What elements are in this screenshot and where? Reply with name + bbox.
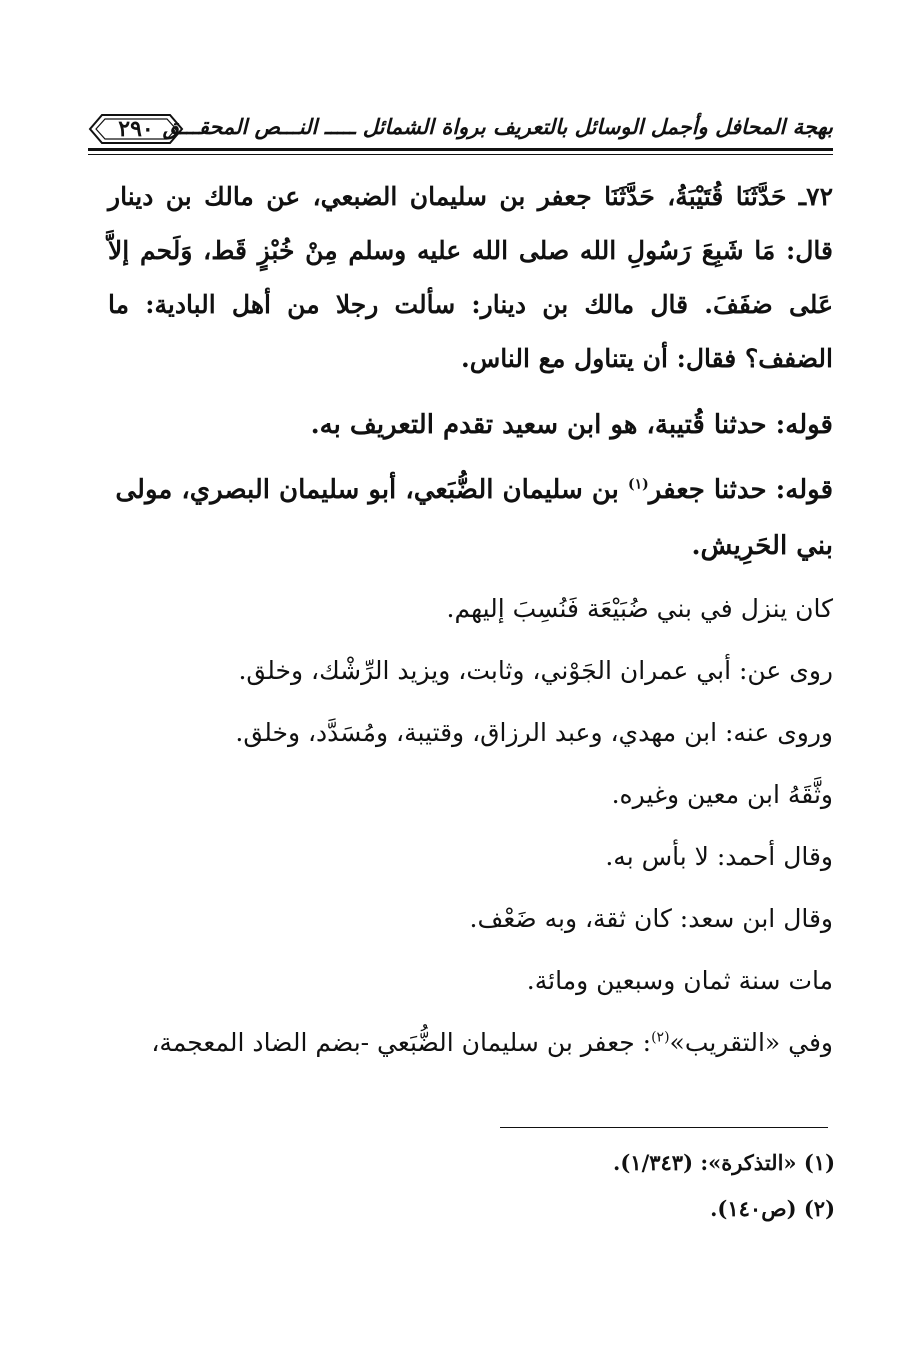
bio-line: روى عن: أبي عمران الجَوْني، وثابت، ويزيد الرِّشْك، وخلق.	[238, 656, 833, 685]
page-number: ٢٩٠	[118, 116, 154, 142]
footnotes	[480, 1140, 835, 1232]
header-rule	[88, 148, 833, 151]
footnote-separator	[500, 1127, 828, 1128]
page-number-badge	[88, 112, 184, 146]
bio-line: وثَّقَهُ ابن معين وغيره.	[611, 780, 833, 809]
header-rule-thin	[88, 154, 833, 155]
main-text	[108, 170, 833, 1074]
footnote-ref-2: (٢)	[651, 1029, 670, 1046]
footnote-1: (١) «التذكرة»: (١/٣٤٣).	[613, 1150, 835, 1175]
bio-line: وقال ابن سعد: كان ثقة، وبه ضَعْف.	[469, 904, 833, 933]
taqrib-line	[108, 1012, 833, 1074]
bio-line: مات سنة ثمان وسبعين ومائة.	[526, 966, 833, 995]
taqrib-rest: : جعفر بن سليمان الضُّبَعي -بضم الضاد المعجمة،	[151, 1028, 652, 1057]
bio-line: وروى عنه: ابن مهدي، وعبد الرزاق، وقتيبة، ومُسَدَّد، وخلق.	[235, 718, 833, 747]
footnote-ref-1: (١)	[627, 476, 649, 493]
commentary-qutayba: قوله: حدثنا قُتيبة، هو ابن سعيد تقدم التعريف به.	[310, 410, 833, 440]
footnote-2: (٢) (ص١٤٠).	[710, 1196, 835, 1221]
hadith-text: ٧٢ـ حَدَّثَنَا قُتَيْبَةُ، حَدَّثَنَا جعفر بن سليمان الضبعي، عن مالك بن دينار قال: مَا شَبِعَ رَسُولِ الله صلى الله عليه وسلم مِنْ خُبْزٍ قَط، وَلَحم إلاَّ عَلى ضفَفَ. قال مالك بن دينار: سألت رجلا من أهل البادية: ما الضفف؟ فقال: أن يتناول مع الناس.	[108, 182, 833, 373]
taqrib-lead: وفي «التقريب»	[669, 1028, 833, 1057]
bio-line: كان ينزل في بني ضُبَيْعَة فَنُسِبَ إليهم.	[446, 594, 833, 623]
running-title: بهجة المحافل وأجمل الوسائل بالتعريف برواة الشمائل ـــــ النـــص المحقـــق	[162, 114, 833, 139]
commentary-jafar-lead: قوله: حدثنا جعفر	[648, 475, 833, 505]
commentary-jafar-rest: بن سليمان الضُّبَعي، أبو سليمان البصري، مولى بني الحَرِيش.	[115, 475, 833, 561]
bio-line: وقال أحمد: لا بأس به.	[605, 842, 833, 871]
commentary-jafar	[108, 462, 833, 574]
